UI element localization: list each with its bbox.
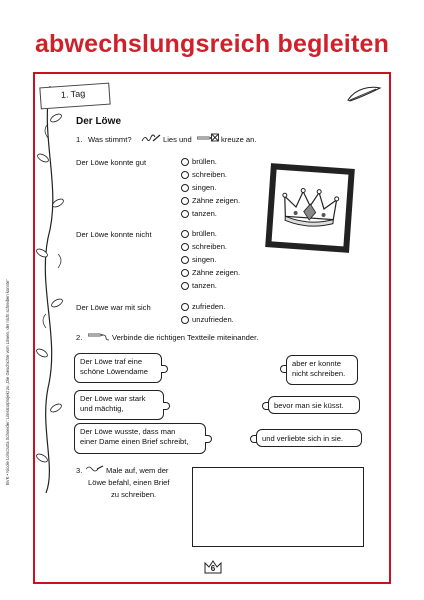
sentence-start-1[interactable]: Der Löwe traf eine schöne Löwendame [74,353,162,383]
checkbox-circle[interactable] [181,184,189,192]
group2-prompt: Der Löwe konnte nicht [76,230,152,239]
group2-option[interactable]: singen. [181,256,217,264]
checkbox-circle[interactable] [181,316,189,324]
sentence-end-3[interactable]: und verliebte sich in sie. [256,429,362,447]
checkbox-circle[interactable] [181,282,189,290]
read-pencil-icon [141,133,161,143]
checkbox-circle[interactable] [181,269,189,277]
checkbox-circle[interactable] [181,197,189,205]
group3-option[interactable]: unzufrieden. [181,316,234,324]
group1-option[interactable]: schreiben. [181,171,227,179]
section-title: Der Löwe [76,116,122,127]
group3-prompt: Der Löwe war mit sich [76,303,151,312]
checkbox-circle[interactable] [181,171,189,179]
task1-number: 1. [76,135,83,144]
group3-option[interactable]: zufrieden. [181,303,225,311]
task1-text-b: Lies und [163,135,192,144]
group1-option[interactable]: Zähne zeigen. [181,197,240,205]
task1-text-c: kreuze an. [221,135,257,144]
task3-line-1: Male auf, wem der [106,466,169,475]
group1-option[interactable]: brüllen. [181,158,217,166]
task3-number: 3. [76,466,83,475]
task3-line-2: Löwe befahl, einen Brief [88,478,170,487]
cross-pencil-icon [197,133,219,143]
page-number: 6 [210,564,216,573]
group2-option[interactable]: schreiben. [181,243,227,251]
day-banner-label: 1. Tag [60,88,86,100]
group2-option[interactable]: brüllen. [181,230,217,238]
checkbox-circle[interactable] [181,158,189,166]
task1-text-a: Was stimmt? [88,135,132,144]
checkbox-circle[interactable] [181,210,189,218]
connect-pencil-icon [88,331,110,341]
page-title: abwechslungsreich begleiten [34,30,390,58]
quill-icon [346,84,382,104]
group1-option[interactable]: singen. [181,184,217,192]
checkbox-circle[interactable] [181,303,189,311]
vine-decoration [36,78,76,498]
page-number-badge [204,559,222,575]
group2-option[interactable]: Zähne zeigen. [181,269,240,277]
group2-option[interactable]: tanzen. [181,282,217,290]
group1-option[interactable]: tanzen. [181,210,217,218]
sentence-end-1[interactable]: aber er konnte nicht schreiben. [286,355,358,385]
task3-line-3: zu schreiben. [111,490,157,499]
task2-number: 2. [76,333,83,342]
sentence-start-3[interactable]: Der Löwe wusste, dass man einer Dame einen Brief schreibt, [74,423,206,454]
crown-photo [265,163,355,253]
checkbox-circle[interactable] [181,243,189,251]
task2-text: Verbinde die richtigen Textteile miteinander. [112,333,259,342]
sentence-start-2[interactable]: Der Löwe war stark und mächtig, [74,390,164,420]
checkbox-circle[interactable] [181,230,189,238]
copyright-note: BVK • Nicole Lohr/Jutta Schneider: Literaturprojekt zu „Die Geschichte vom Löwen, der nicht schreiben konnte“ [5,279,10,485]
crown-icon [272,170,349,247]
drawing-box[interactable] [192,467,364,547]
checkbox-circle[interactable] [181,256,189,264]
group1-prompt: Der Löwe konnte gut [76,158,147,167]
draw-pencil-icon [86,464,104,473]
sentence-end-2[interactable]: bevor man sie küsst. [268,396,360,414]
